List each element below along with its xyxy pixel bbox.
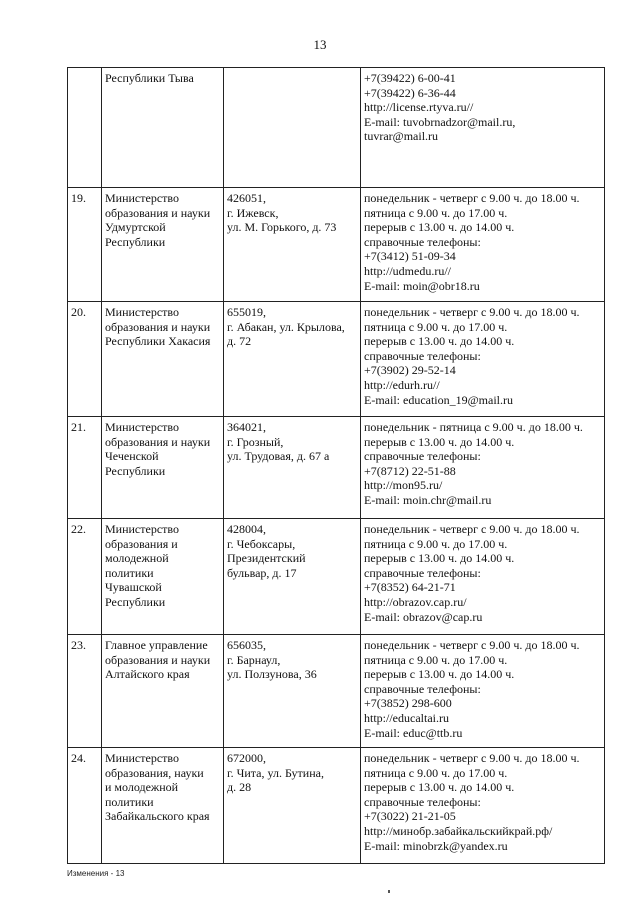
postal-address — [224, 635, 361, 748]
table-row — [68, 302, 605, 417]
name-line: Министерство — [105, 305, 179, 319]
contact-info — [361, 188, 605, 302]
page-number: 13 — [313, 37, 327, 52]
contact-info — [361, 635, 605, 748]
contact-line: +7(39422) 6-36-44 — [364, 85, 456, 100]
table-row — [68, 68, 605, 188]
postal-address — [224, 68, 361, 188]
contact-email[interactable]: tuvrar@mail.ru — [364, 129, 439, 144]
contact-line: пятница с 9.00 ч. до 17.00 ч. — [364, 205, 508, 220]
name-line: Республики Хакасия — [105, 334, 211, 349]
name-line: Чувашской — [105, 580, 162, 595]
name-line: Республики — [105, 594, 166, 609]
name-line: Алтайского края — [105, 667, 190, 682]
scan-artifact — [388, 890, 390, 893]
contact-line: справочные телефоны: — [364, 234, 481, 249]
address-line: г. Чита, ул. Бутина, — [227, 765, 324, 780]
contact-line: перерыв с 13.00 ч. до 14.00 ч. — [364, 780, 515, 795]
address-line: бульвар, д. 17 — [227, 565, 297, 580]
contact-line: справочные телефоны: — [364, 794, 481, 809]
contact-info — [361, 519, 605, 635]
contact-info — [361, 302, 605, 417]
contact-line: пятница с 9.00 ч. до 17.00 ч. — [364, 536, 508, 551]
contact-line: понедельник - четверг с 9.00 ч. до 18.00 ч. — [364, 638, 580, 652]
name-line: Министерство — [105, 191, 179, 205]
contact-line: +7(8712) 22-51-88 — [364, 463, 456, 478]
name-line: Республики — [105, 463, 166, 478]
organization-name — [102, 748, 224, 864]
row-number: 21. — [68, 417, 102, 519]
organizations-table — [67, 67, 605, 864]
row-number: 19. — [68, 188, 102, 302]
name-line: образования и — [105, 536, 178, 551]
row-number: 24. — [68, 748, 102, 864]
contact-url[interactable]: http://mon95.ru/ — [364, 478, 443, 493]
contact-url[interactable]: http://udmedu.ru// — [364, 263, 451, 278]
address-line: г. Ижевск, — [227, 205, 279, 220]
name-line: и молодежной — [105, 780, 179, 795]
name-line: образования и науки — [105, 319, 211, 334]
contact-line: +7(8352) 64-21-71 — [364, 580, 456, 595]
postal-address — [224, 188, 361, 302]
address-line: г. Барнаул, — [227, 652, 281, 667]
contact-url[interactable]: http://минобр.забайкальскийкрай.рф/ — [364, 823, 553, 838]
contact-info — [361, 68, 605, 188]
address-line: ул. Ползунова, 36 — [227, 667, 317, 682]
table-body — [68, 68, 605, 864]
address-line: ул. Трудовая, д. 67 а — [227, 449, 330, 464]
contact-line: +7(3022) 21-21-05 — [364, 809, 456, 824]
contact-email[interactable]: E-mail: tuvobrnadzor@mail.ru, — [364, 114, 516, 129]
address-line: д. 72 — [227, 334, 252, 349]
contact-line: +7(3902) 29-52-14 — [364, 363, 456, 378]
contact-url[interactable]: http://educaltai.ru — [364, 710, 449, 725]
name-line: Министерство — [105, 522, 179, 536]
contact-line: справочные телефоны: — [364, 565, 481, 580]
organization-name — [102, 302, 224, 417]
name-line: Республики — [105, 234, 166, 249]
name-line: Министерство — [105, 420, 179, 434]
organization-name — [102, 417, 224, 519]
postal-address — [224, 417, 361, 519]
contact-url[interactable]: http://obrazov.cap.ru/ — [364, 594, 467, 609]
address-line: 656035, — [227, 638, 266, 652]
contact-line: справочные телефоны: — [364, 348, 481, 363]
address-line: д. 28 — [227, 780, 252, 795]
table-row — [68, 417, 605, 519]
contact-email[interactable]: E-mail: educ@ttb.ru — [364, 725, 463, 740]
name-line: Удмуртской — [105, 220, 166, 235]
contact-email[interactable]: E-mail: obrazov@cap.ru — [364, 609, 483, 624]
address-line: 428004, — [227, 522, 266, 536]
table-row — [68, 188, 605, 302]
contact-email[interactable]: E-mail: moin.chr@mail.ru — [364, 492, 492, 507]
address-line: 672000, — [227, 751, 266, 765]
footer-revision-note: Изменения - 13 — [67, 869, 125, 878]
table-row — [68, 519, 605, 635]
contact-email[interactable]: E-mail: moin@obr18.ru — [364, 278, 480, 293]
address-line: Президентский — [227, 551, 306, 566]
contact-line: +7(39422) 6-00-41 — [364, 71, 456, 85]
row-number: 23. — [68, 635, 102, 748]
name-line: образования, науки — [105, 765, 204, 780]
name-line: образования и науки — [105, 652, 211, 667]
name-line: образования и науки — [105, 434, 211, 449]
address-line: г. Абакан, ул. Крылова, — [227, 319, 345, 334]
organization-name — [102, 635, 224, 748]
contact-email[interactable]: E-mail: minobrzk@yandex.ru — [364, 838, 508, 853]
contact-line: справочные телефоны: — [364, 681, 481, 696]
name-line: Республики Тыва — [105, 71, 194, 85]
contact-line: справочные телефоны: — [364, 449, 481, 464]
contact-line: понедельник - четверг с 9.00 ч. до 18.00 ч. — [364, 522, 580, 536]
contact-line: перерыв с 13.00 ч. до 14.00 ч. — [364, 334, 515, 349]
contact-line: пятница с 9.00 ч. до 17.00 ч. — [364, 652, 508, 667]
contact-line: понедельник - четверг с 9.00 ч. до 18.00 ч. — [364, 191, 580, 205]
organization-name — [102, 188, 224, 302]
contact-line: перерыв с 13.00 ч. до 14.00 ч. — [364, 434, 515, 449]
name-line: политики — [105, 565, 154, 580]
contact-line: пятница с 9.00 ч. до 17.00 ч. — [364, 319, 508, 334]
name-line: Чеченской — [105, 449, 159, 464]
postal-address — [224, 302, 361, 417]
name-line: Главное управление — [105, 638, 208, 652]
address-line: г. Чебоксары, — [227, 536, 296, 551]
name-line: Забайкальского края — [105, 809, 210, 824]
name-line: молодежной — [105, 551, 169, 566]
address-line: 426051, — [227, 191, 266, 205]
contact-info — [361, 748, 605, 864]
contact-line: перерыв с 13.00 ч. до 14.00 ч. — [364, 220, 515, 235]
postal-address — [224, 748, 361, 864]
contact-line: перерыв с 13.00 ч. до 14.00 ч. — [364, 551, 515, 566]
organization-name — [102, 68, 224, 188]
contact-line: +7(3852) 298-600 — [364, 696, 452, 711]
address-line: 655019, — [227, 305, 266, 319]
contact-info — [361, 417, 605, 519]
contact-url[interactable]: http://edurh.ru// — [364, 377, 440, 392]
organization-name — [102, 519, 224, 635]
contact-line: понедельник - четверг с 9.00 ч. до 18.00 ч. — [364, 751, 580, 765]
address-line: г. Грозный, — [227, 434, 284, 449]
address-line: ул. М. Горького, д. 73 — [227, 220, 337, 235]
contact-line: понедельник - пятница с 9.00 ч. до 18.00 ч. — [364, 420, 583, 434]
contact-line: пятница с 9.00 ч. до 17.00 ч. — [364, 765, 508, 780]
name-line: Министерство — [105, 751, 179, 765]
contact-line: перерыв с 13.00 ч. до 14.00 ч. — [364, 667, 515, 682]
table-row — [68, 635, 605, 748]
row-number — [68, 68, 102, 188]
name-line: образования и науки — [105, 205, 211, 220]
row-number: 20. — [68, 302, 102, 417]
contact-line: +7(3412) 51-09-34 — [364, 249, 456, 264]
row-number: 22. — [68, 519, 102, 635]
contact-email[interactable]: E-mail: education_19@mail.ru — [364, 392, 514, 407]
table-row — [68, 748, 605, 864]
contact-url[interactable]: http://license.rtyva.ru// — [364, 100, 474, 115]
name-line: политики — [105, 794, 154, 809]
postal-address — [224, 519, 361, 635]
contact-line: понедельник - четверг с 9.00 ч. до 18.00 ч. — [364, 305, 580, 319]
address-line: 364021, — [227, 420, 266, 434]
